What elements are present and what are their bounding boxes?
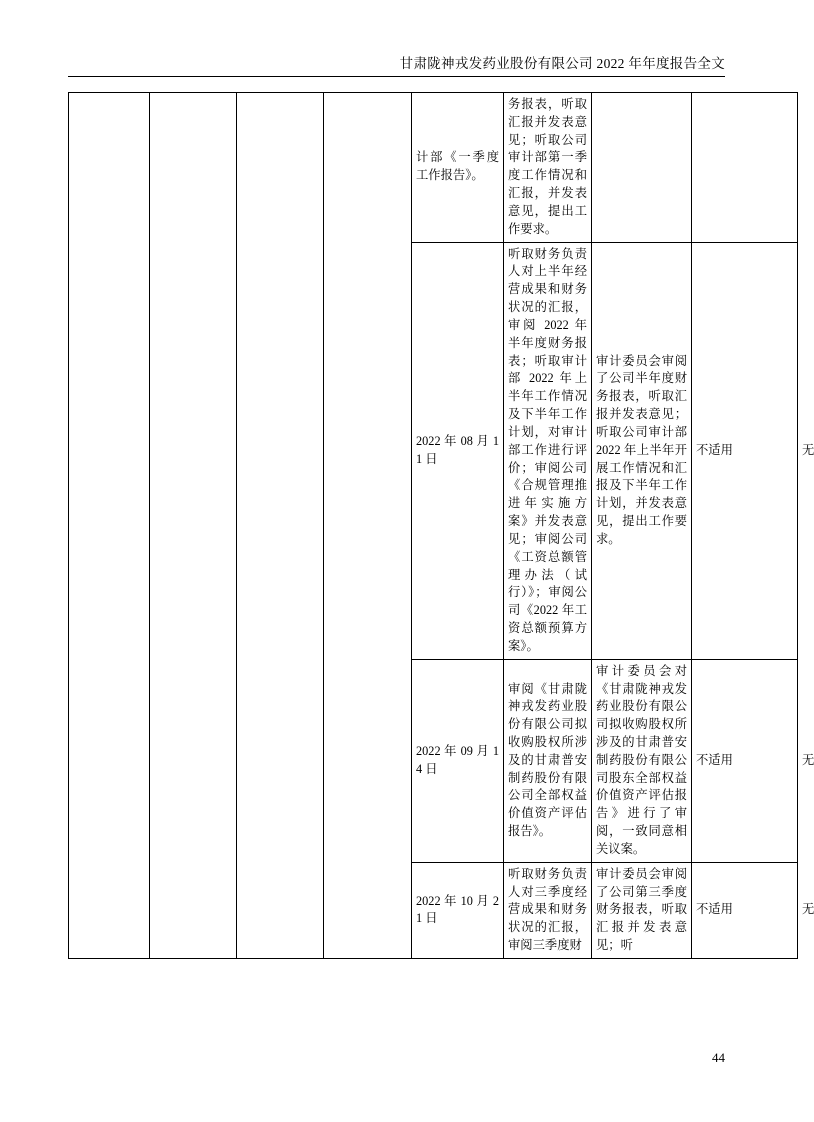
cell-committee-opinion: 审计委员会审阅了公司第三季度财务报表，听取汇报并发表意见；听	[592, 862, 692, 958]
cell-meeting-date: 2022 年 08 月 11 日	[412, 242, 504, 659]
header-title: 甘肃陇神戎发药业股份有限公司 2022 年年度报告全文	[399, 56, 725, 71]
header-divider	[68, 76, 725, 77]
cell-col2	[150, 93, 237, 959]
cell-col3	[237, 93, 324, 959]
page-header	[68, 52, 725, 78]
cell-committee-opinion: 审计委员会审阅了公司半年度财务报表，听取汇报并发表意见；听取公司审计部 2022 年上半年开展工作情况和汇报及下半年工作计划，并发表意见，提出工作要求。	[592, 242, 692, 659]
page-content	[68, 92, 814, 959]
cell-col4	[324, 93, 412, 959]
cell-objection: 不适用	[692, 659, 798, 862]
cell-meeting-content: 听取财务负责人对上半年经营成果和财务状况的汇报，审阅 2022 年半年度财务报表；听取审计部 2022 年上半年工作情况及下半年工作计划，对审计部工作进行评价；审阅公司《合规管理推进年实施方案》并发表意见；审阅公司《工资总额管理办法（试行）》；审阅公司《2022 年工资总额预算方案》。	[504, 242, 592, 659]
cell-meeting-content: 计部《一季度工作报告》。	[412, 93, 504, 243]
page-number: 44	[712, 1050, 725, 1065]
cell-other	[692, 93, 798, 243]
cell-committee-opinion: 务报表，听取汇报并发表意见；听取公司审计部第一季度工作情况和汇报，并发表意见，提出工作要求。	[504, 93, 592, 243]
cell-objection	[592, 93, 692, 243]
cell-committee-opinion: 审计委员会对《甘肃陇神戎发药业股份有限公司拟收购股权所涉及的甘肃普安制药股份有限公司股东全部权益价值资产评估报告》进行了审阅，一致同意相关议案。	[592, 659, 692, 862]
cell-meeting-date: 2022 年 09 月 14 日	[412, 659, 504, 862]
table-row	[69, 93, 798, 243]
cell-meeting-date: 2022 年 10 月 21 日	[412, 862, 504, 958]
table-row: 2022 年 08 月 11 日 听取财务负责人对上半年经营成果和财务状况的汇报，审阅 2022 年半年度财务报表；听取审计部 2022 年上半年工作情况及下半年工作计划，对审计部工作进行评价；审阅公司《合规管理推进年实施方案》并发表意见；审阅公司《工资总额管理办法（试行）》；审阅公司《2022 年工资总额预算方案》。 审计委员会审阅了公司半年度财务报表，听取汇报并发表意见；听取公司审计部 2022 年上半年开展工作情况和汇报及下半年工作计划，并发表意见，提出工作要求。 不适用 无	[69, 242, 798, 659]
cell-col1	[69, 93, 150, 959]
cell-meeting-content: 审阅《甘肃陇神戎发药业股份有限公司拟收购股权所涉及的甘肃普安制药股份有限公司全部权益价值资产评估报告》。	[504, 659, 592, 862]
cell-objection: 不适用	[692, 862, 798, 958]
cell-objection: 不适用	[692, 242, 798, 659]
table-row: 2022 年 10 月 21 日 听取财务负责人对三季度经营成果和财务状况的汇报，审阅三季度财 审计委员会审阅了公司第三季度财务报表，听取汇报并发表意见；听 不适用 无	[69, 862, 798, 958]
table-row: 2022 年 09 月 14 日 审阅《甘肃陇神戎发药业股份有限公司拟收购股权所涉及的甘肃普安制药股份有限公司全部权益价值资产评估报告》。 审计委员会对《甘肃陇神戎发药业股份有限公司拟收购股权所涉及的甘肃普安制药股份有限公司股东全部权益价值资产评估报告》进行了审阅，一致同意相关议案。 不适用 无	[69, 659, 798, 862]
meetings-table	[68, 92, 814, 959]
cell-meeting-content: 听取财务负责人对三季度经营成果和财务状况的汇报，审阅三季度财	[504, 862, 592, 958]
